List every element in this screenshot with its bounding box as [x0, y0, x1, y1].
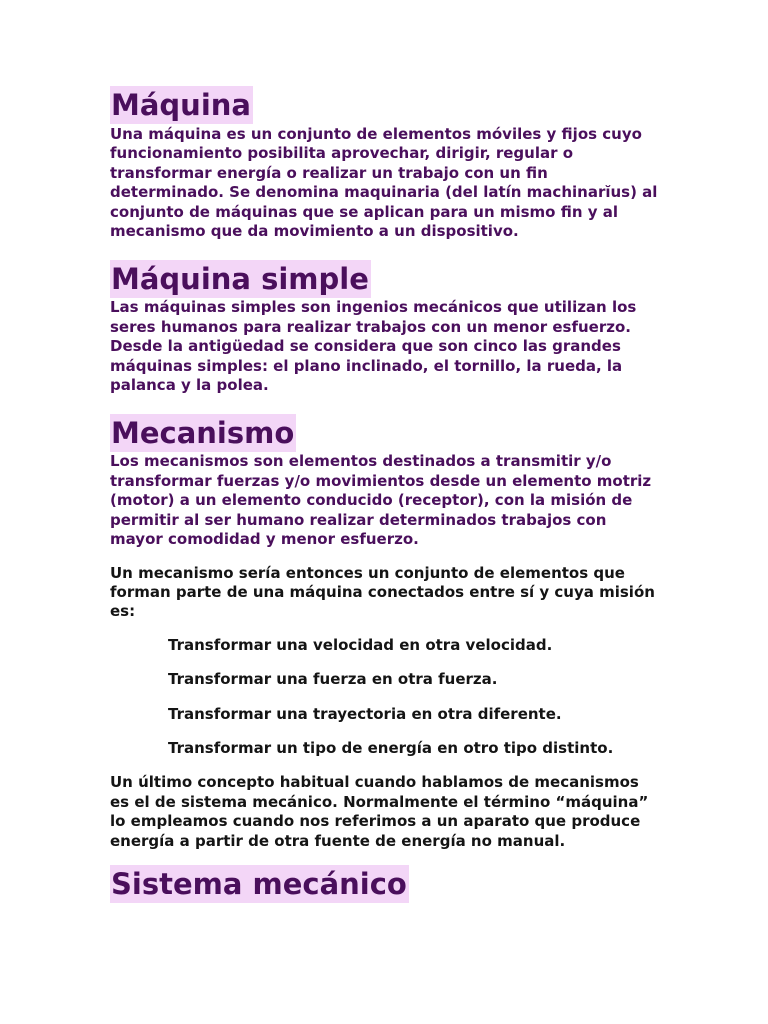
heading-maquina: Máquina: [111, 88, 251, 122]
section-maquina: [110, 86, 658, 241]
section-mecanismo: [110, 395, 658, 851]
list-item: Transformar un tipo de energía en otro tipo distinto.: [168, 738, 614, 757]
document-page: [110, 86, 658, 903]
heading-sistema-mecanico: Sistema mecánico: [111, 866, 407, 901]
paragraph-mecanismo: Los mecanismos son elementos destinados a transmitir y/o transformar fuerzas y/o movimientos desde un elemento motriz (motor) a un elemento conducido (receptor), con la misión de permitir al ser humano realizar determinados trabajos con mayor comodidad y menor esfuerzo.: [110, 452, 652, 549]
section-sistema-mecanico: [110, 851, 658, 903]
paragraph-maquina: Una máquina es un conjunto de elementos móviles y fijos cuyo funcionamiento posibilita aprovechar, dirigir, regular o transformar energía o realizar un trabajo con un fin determinado. Se denomina maquinaria (del latín machinarĭus) al conjunto de máquinas que se aplican para un mismo fin y al mecanismo que da movimiento a un dispositivo.: [110, 125, 658, 241]
section-maquina-simple: [110, 241, 658, 395]
paragraph-mecanismo-closing: Un último concepto habitual cuando hablamos de mecanismos es el de sistema mecánico. Normalmente el término “máquina” lo empleamos cuando nos referimos a un aparato que produce energía a partir de otra fuente de energía no manual.: [110, 773, 649, 850]
list-item: Transformar una trayectoria en otra diferente.: [168, 704, 562, 723]
heading-maquina-simple: Máquina simple: [111, 262, 369, 297]
list-item: Transformar una velocidad en otra velocidad.: [168, 635, 553, 654]
heading-mecanismo: Mecanismo: [111, 416, 295, 451]
paragraph-mecanismo-intro: Un mecanismo sería entonces un conjunto de elementos que forman parte de una máquina conectados entre sí y cuya misión es:: [110, 563, 655, 621]
paragraph-maquina-simple: Las máquinas simples son ingenios mecánicos que utilizan los seres humanos para realizar trabajos con un menor esfuerzo. Desde la antigüedad se considera que son cinco las grandes máquinas simples: el plano inclinado, el tornillo, la rueda, la palanca y la polea.: [110, 298, 637, 395]
list-item: Transformar una fuerza en otra fuerza.: [168, 670, 498, 689]
